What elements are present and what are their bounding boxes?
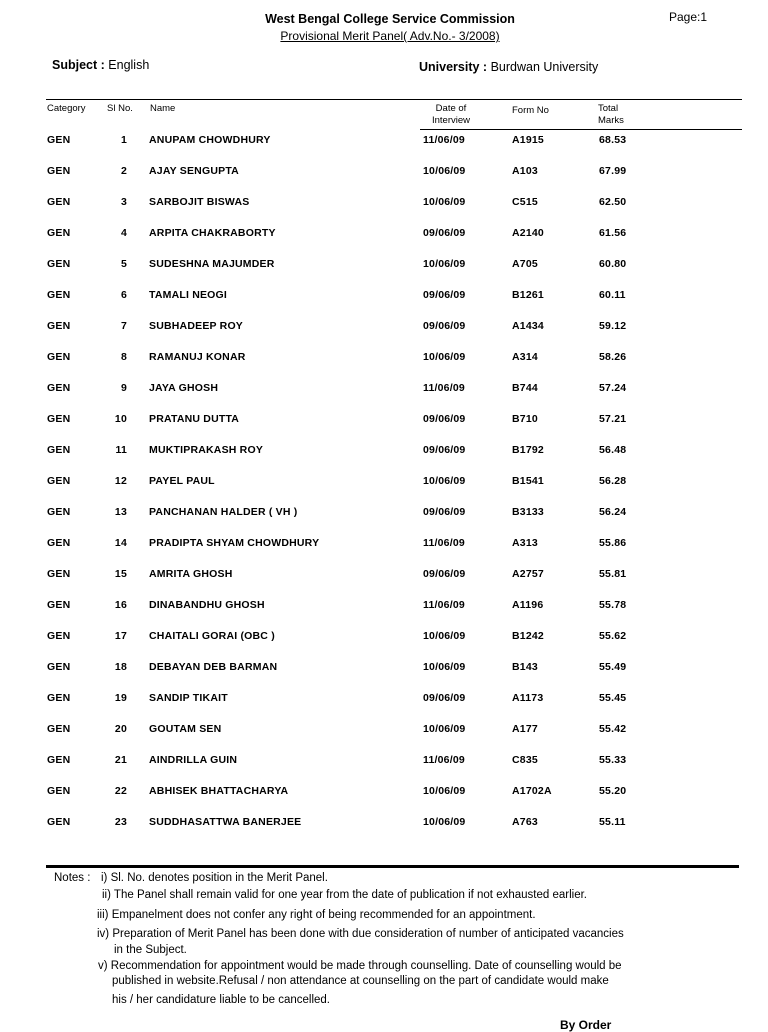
interview-date-cell: 11/06/09	[423, 599, 465, 611]
form-no-cell: A1915	[512, 134, 544, 146]
category-cell: GEN	[47, 630, 71, 642]
note-5-line-2: published in website.Refusal / non attendance at counselling on the part of candidate would make	[112, 975, 609, 987]
sl-no-cell: 5	[120, 258, 127, 270]
note-2: ii) The Panel shall remain valid for one year from the date of publication if not exhausted earlier.	[102, 889, 587, 901]
table-row	[0, 134, 768, 165]
name-cell: TAMALI NEOGI	[149, 289, 228, 301]
document-title: West Bengal College Service Commission	[265, 12, 515, 26]
subject-field	[52, 58, 149, 72]
total-marks-cell: 59.12	[599, 320, 627, 332]
note-4-line-1: iv) Preparation of Merit Panel has been done with due consideration of number of anticipated vacancies	[97, 928, 624, 940]
form-no-cell: B143	[512, 661, 538, 673]
subject-value: English	[108, 58, 150, 72]
name-cell: PRADIPTA SHYAM CHOWDHURY	[149, 537, 320, 549]
form-no-cell: B710	[512, 413, 538, 425]
total-marks-cell: 67.99	[599, 165, 627, 177]
interview-date-cell: 10/06/09	[423, 351, 466, 363]
interview-date-cell: 10/06/09	[423, 723, 466, 735]
sl-no-cell: 1	[120, 134, 127, 146]
sl-no-cell: 10	[114, 413, 127, 425]
category-cell: GEN	[47, 475, 71, 487]
total-marks-cell: 56.24	[599, 506, 627, 518]
total-marks-cell: 55.49	[599, 661, 627, 673]
table-row	[0, 754, 768, 785]
total-marks-cell: 55.20	[599, 785, 627, 797]
interview-date-cell: 10/06/09	[423, 785, 466, 797]
table-row	[0, 661, 768, 692]
sl-no-cell: 6	[120, 289, 127, 301]
table-row	[0, 289, 768, 320]
university-value: Burdwan University	[490, 60, 599, 74]
category-cell: GEN	[47, 289, 71, 301]
name-cell: SUDDHASATTWA BANERJEE	[149, 816, 302, 828]
category-cell: GEN	[47, 165, 71, 177]
form-no-cell: A2140	[512, 227, 544, 239]
name-cell: DEBAYAN DEB BARMAN	[149, 661, 278, 673]
name-cell: ARPITA CHAKRABORTY	[149, 227, 276, 239]
form-no-cell: C515	[512, 196, 538, 208]
sl-no-cell: 21	[114, 754, 127, 766]
subtitle-text: Provisional Merit Panel( Adv.No.- 3/2008)	[280, 29, 500, 43]
sl-no-cell: 19	[114, 692, 127, 704]
total-marks-cell: 57.24	[599, 382, 627, 394]
sl-no-cell: 11	[115, 444, 127, 456]
form-no-cell: A1702A	[512, 785, 552, 797]
table-row	[0, 568, 768, 599]
col-header-category: Category	[47, 103, 86, 114]
name-cell: DINABANDHU GHOSH	[149, 599, 265, 611]
col-header-form-no: Form No	[512, 105, 549, 116]
interview-date-cell: 09/06/09	[423, 444, 466, 456]
name-cell: JAYA GHOSH	[149, 382, 219, 394]
table-row	[0, 382, 768, 413]
col-header-total-marks: Total Marks	[598, 103, 624, 126]
note-4-line-2: in the Subject.	[114, 944, 187, 956]
interview-date-cell: 10/06/09	[423, 816, 466, 828]
header-top-rule	[46, 99, 742, 100]
form-no-cell: B1242	[512, 630, 544, 642]
interview-date-cell: 09/06/09	[423, 506, 466, 518]
name-cell: PANCHANAN HALDER ( VH )	[149, 506, 298, 518]
interview-date-cell: 11/06/09	[423, 134, 465, 146]
interview-date-cell: 10/06/09	[423, 475, 466, 487]
table-row	[0, 320, 768, 351]
name-cell: AINDRILLA GUIN	[149, 754, 238, 766]
total-marks-cell: 55.81	[599, 568, 627, 580]
name-cell: SUDESHNA MAJUMDER	[149, 258, 275, 270]
form-no-cell: B1261	[512, 289, 544, 301]
form-no-cell: B1792	[512, 444, 544, 456]
category-cell: GEN	[47, 258, 71, 270]
sl-no-cell: 15	[114, 568, 127, 580]
document-subtitle	[0, 29, 768, 43]
interview-date-cell: 09/06/09	[423, 289, 466, 301]
category-cell: GEN	[47, 599, 71, 611]
table-row	[0, 475, 768, 506]
category-cell: GEN	[47, 506, 71, 518]
total-marks-cell: 68.53	[599, 134, 627, 146]
sl-no-cell: 13	[114, 506, 127, 518]
notes-top-rule	[46, 865, 739, 868]
sl-no-cell: 22	[114, 785, 127, 797]
sl-no-cell: 2	[120, 165, 127, 177]
category-cell: GEN	[47, 413, 71, 425]
category-cell: GEN	[47, 723, 71, 735]
form-no-cell: B3133	[512, 506, 544, 518]
category-cell: GEN	[47, 196, 71, 208]
table-row	[0, 692, 768, 723]
name-cell: ANUPAM CHOWDHURY	[149, 134, 271, 146]
category-cell: GEN	[47, 661, 71, 673]
sl-no-cell: 18	[114, 661, 127, 673]
note-5-line-1: v) Recommendation for appointment would be made through counselling. Date of counselling would be	[98, 960, 622, 972]
sl-no-cell: 23	[114, 816, 127, 828]
category-cell: GEN	[47, 692, 71, 704]
total-marks-cell: 62.50	[599, 196, 627, 208]
form-no-cell: A177	[512, 723, 538, 735]
interview-date-cell: 10/06/09	[423, 258, 466, 270]
table-row	[0, 444, 768, 475]
category-cell: GEN	[47, 816, 71, 828]
form-no-cell: A763	[512, 816, 538, 828]
table-row	[0, 537, 768, 568]
interview-date-cell: 09/06/09	[423, 568, 466, 580]
total-marks-cell: 57.21	[599, 413, 627, 425]
note-5-line-3: his / her candidature liable to be cancelled.	[112, 994, 331, 1006]
total-marks-cell: 55.42	[599, 723, 627, 735]
category-cell: GEN	[47, 754, 71, 766]
form-no-cell: B1541	[512, 475, 544, 487]
sl-no-cell: 9	[120, 382, 127, 394]
interview-date-cell: 10/06/09	[423, 630, 466, 642]
category-cell: GEN	[47, 785, 71, 797]
form-no-cell: A1196	[512, 599, 544, 611]
table-row	[0, 599, 768, 630]
total-marks-cell: 56.28	[599, 475, 627, 487]
form-no-cell: A1173	[512, 692, 544, 704]
category-cell: GEN	[47, 537, 71, 549]
total-marks-cell: 60.11	[599, 289, 626, 301]
subject-label: Subject :	[52, 58, 105, 72]
category-cell: GEN	[47, 382, 71, 394]
notes-label: Notes :	[54, 872, 91, 884]
category-cell: GEN	[47, 444, 71, 456]
interview-date-cell: 11/06/09	[423, 754, 465, 766]
col-header-date-of-interview: Date of Interview	[431, 103, 470, 126]
category-cell: GEN	[47, 568, 71, 580]
name-cell: SANDIP TIKAIT	[149, 692, 228, 704]
sl-no-cell: 4	[120, 227, 127, 239]
table-row	[0, 351, 768, 382]
interview-date-cell: 09/06/09	[423, 692, 466, 704]
note-3: iii) Empanelment does not confer any right of being recommended for an appointment.	[97, 909, 536, 921]
sl-no-cell: 12	[114, 475, 127, 487]
name-cell: ABHISEK BHATTACHARYA	[149, 785, 289, 797]
col-header-sl-no: Sl No.	[107, 103, 133, 114]
category-cell: GEN	[47, 227, 71, 239]
sl-no-cell: 16	[114, 599, 127, 611]
sl-no-cell: 7	[120, 320, 127, 332]
name-cell: AJAY SENGUPTA	[149, 165, 239, 177]
sl-no-cell: 17	[114, 630, 127, 642]
interview-date-cell: 10/06/09	[423, 196, 466, 208]
table-row	[0, 413, 768, 444]
table-row	[0, 723, 768, 754]
name-cell: SARBOJIT BISWAS	[149, 196, 250, 208]
table-row	[0, 165, 768, 196]
category-cell: GEN	[47, 320, 71, 332]
total-marks-cell: 58.26	[599, 351, 627, 363]
name-cell: GOUTAM SEN	[149, 723, 222, 735]
by-order-text: By Order	[560, 1018, 612, 1032]
interview-date-cell: 09/06/09	[423, 320, 466, 332]
interview-date-cell: 09/06/09	[423, 227, 466, 239]
table-row	[0, 258, 768, 289]
name-cell: PRATANU DUTTA	[149, 413, 240, 425]
total-marks-cell: 55.45	[599, 692, 627, 704]
total-marks-cell: 61.56	[599, 227, 627, 239]
category-cell: GEN	[47, 134, 71, 146]
form-no-cell: A313	[512, 537, 538, 549]
total-marks-cell: 55.11	[599, 816, 626, 828]
name-cell: MUKTIPRAKASH ROY	[149, 444, 264, 456]
table-row	[0, 630, 768, 661]
form-no-cell: B744	[512, 382, 538, 394]
form-no-cell: A2757	[512, 568, 544, 580]
interview-date-cell: 11/06/09	[423, 382, 465, 394]
name-cell: AMRITA GHOSH	[149, 568, 233, 580]
name-cell: RAMANUJ KONAR	[149, 351, 246, 363]
university-field	[419, 60, 598, 74]
note-1: i) Sl. No. denotes position in the Merit Panel.	[101, 872, 328, 884]
sl-no-cell: 3	[120, 196, 127, 208]
total-marks-cell: 56.48	[599, 444, 627, 456]
form-no-cell: C835	[512, 754, 538, 766]
form-no-cell: A314	[512, 351, 538, 363]
total-marks-cell: 55.78	[599, 599, 627, 611]
table-row	[0, 227, 768, 258]
sl-no-cell: 14	[114, 537, 127, 549]
name-cell: SUBHADEEP ROY	[149, 320, 244, 332]
total-marks-cell: 55.86	[599, 537, 627, 549]
name-cell: PAYEL PAUL	[149, 475, 215, 487]
category-cell: GEN	[47, 351, 71, 363]
table-row	[0, 785, 768, 816]
university-label: University :	[419, 60, 488, 74]
col-header-name: Name	[150, 103, 176, 114]
interview-date-cell: 10/06/09	[423, 165, 466, 177]
form-no-cell: A1434	[512, 320, 544, 332]
form-no-cell: A103	[512, 165, 538, 177]
table-row	[0, 196, 768, 227]
table-row	[0, 816, 768, 847]
sl-no-cell: 20	[114, 723, 127, 735]
name-cell: CHAITALI GORAI (OBC )	[149, 630, 275, 642]
header-bottom-rule	[420, 129, 742, 130]
sl-no-cell: 8	[120, 351, 127, 363]
total-marks-cell: 55.33	[599, 754, 627, 766]
interview-date-cell: 11/06/09	[423, 537, 465, 549]
total-marks-cell: 55.62	[599, 630, 627, 642]
table-row	[0, 506, 768, 537]
interview-date-cell: 09/06/09	[423, 413, 466, 425]
page-number: Page:1	[669, 10, 708, 24]
form-no-cell: A705	[512, 258, 538, 270]
total-marks-cell: 60.80	[599, 258, 627, 270]
interview-date-cell: 10/06/09	[423, 661, 466, 673]
